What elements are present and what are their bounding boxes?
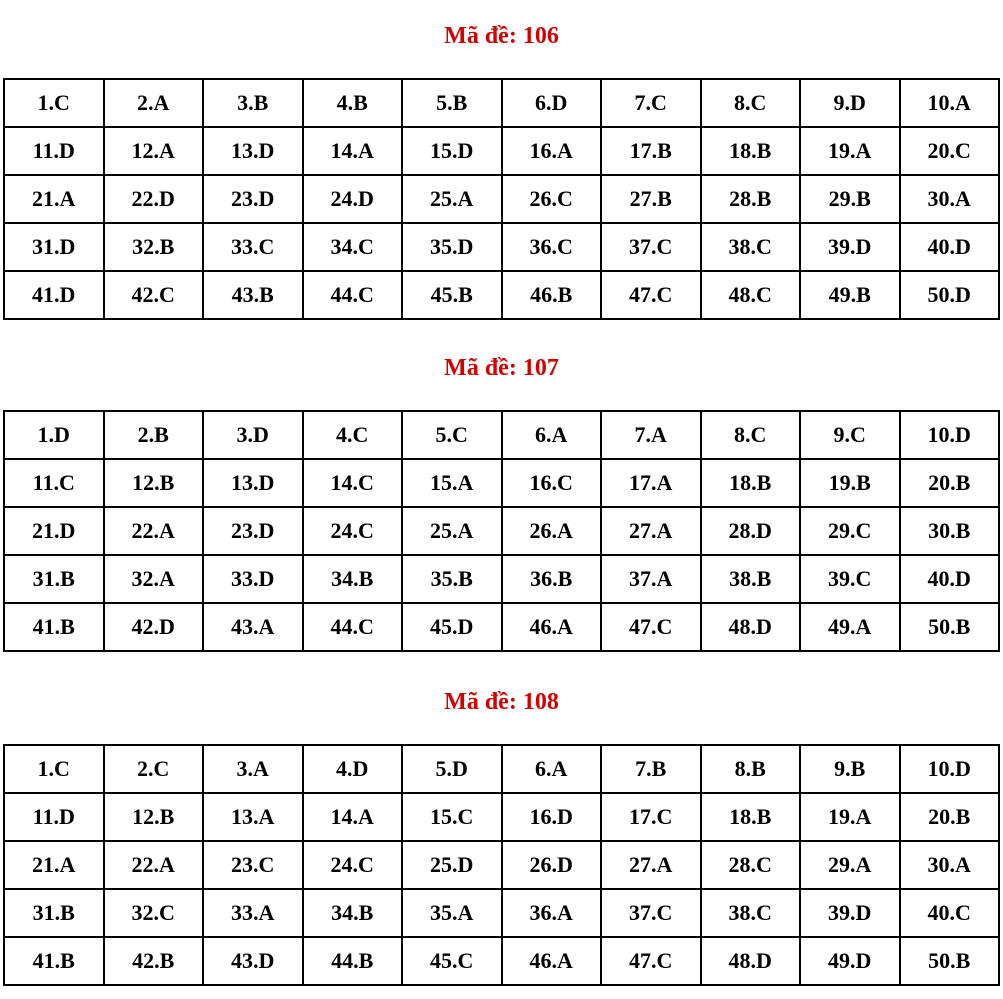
answer-cell: 45.C [402,937,502,985]
answer-cell: 17.B [601,127,701,175]
answer-cell: 11.D [4,793,104,841]
answer-cell: 44.C [303,603,403,651]
answer-cell: 19.A [800,793,900,841]
answer-cell: 2.B [104,411,204,459]
answer-cell: 6.A [502,745,602,793]
answer-cell: 14.A [303,793,403,841]
answer-cell: 46.B [502,271,602,319]
answer-cell: 8.B [701,745,801,793]
answer-cell: 35.D [402,223,502,271]
table-row [4,127,999,175]
answer-cell: 27.B [601,175,701,223]
answer-cell: 17.C [601,793,701,841]
answer-table [3,78,1000,320]
answer-cell: 22.D [104,175,204,223]
answer-cell: 23.D [203,175,303,223]
answer-table [3,410,1000,652]
answer-cell: 3.B [203,79,303,127]
answer-cell: 23.D [203,507,303,555]
answer-cell: 16.A [502,127,602,175]
table-row [4,793,999,841]
answer-cell: 7.C [601,79,701,127]
answer-cell: 48.C [701,271,801,319]
answer-cell: 16.C [502,459,602,507]
answer-cell: 26.D [502,841,602,889]
answer-cell: 9.D [800,79,900,127]
answer-cell: 34.B [303,889,403,937]
answer-cell: 37.A [601,555,701,603]
answer-cell: 10.A [900,79,1000,127]
answer-cell: 12.B [104,793,204,841]
answer-cell: 10.D [900,411,1000,459]
answer-cell: 36.B [502,555,602,603]
answer-cell: 36.C [502,223,602,271]
answer-cell: 29.A [800,841,900,889]
answer-cell: 45.D [402,603,502,651]
answer-cell: 38.C [701,889,801,937]
answer-cell: 22.A [104,507,204,555]
answer-cell: 35.B [402,555,502,603]
section-title: Mã đề: 108 [444,689,559,715]
table-row [4,411,999,459]
answer-cell: 15.D [402,127,502,175]
answer-cell: 10.D [900,745,1000,793]
answer-cell: 9.C [800,411,900,459]
answer-cell: 25.D [402,841,502,889]
answer-cell: 28.D [701,507,801,555]
answer-cell: 28.B [701,175,801,223]
answer-cell: 15.A [402,459,502,507]
section-title: Mã đề: 107 [444,355,559,381]
answer-cell: 4.C [303,411,403,459]
answer-cell: 35.A [402,889,502,937]
answer-cell: 31.B [4,555,104,603]
answer-cell: 48.D [701,603,801,651]
answer-cell: 46.A [502,603,602,651]
answer-cell: 24.C [303,841,403,889]
answer-cell: 8.C [701,411,801,459]
answer-cell: 19.A [800,127,900,175]
answer-cell: 5.D [402,745,502,793]
answer-cell: 42.B [104,937,204,985]
answer-cell: 26.A [502,507,602,555]
answer-cell: 47.C [601,603,701,651]
answer-cell: 18.B [701,793,801,841]
answer-cell: 30.B [900,507,1000,555]
answer-cell: 24.C [303,507,403,555]
answer-cell: 40.D [900,223,1000,271]
answer-cell: 1.D [4,411,104,459]
answer-cell: 5.B [402,79,502,127]
answer-cell: 22.A [104,841,204,889]
answer-cell: 16.D [502,793,602,841]
answer-cell: 20.B [900,459,1000,507]
answer-cell: 46.A [502,937,602,985]
answer-cell: 9.B [800,745,900,793]
answer-cell: 20.B [900,793,1000,841]
answer-cell: 18.B [701,459,801,507]
answer-cell: 32.C [104,889,204,937]
answer-cell: 38.C [701,223,801,271]
answer-cell: 30.A [900,841,1000,889]
answer-cell: 33.C [203,223,303,271]
answer-cell: 7.B [601,745,701,793]
table-row [4,937,999,985]
table-row [4,555,999,603]
answer-cell: 36.A [502,889,602,937]
answer-cell: 2.C [104,745,204,793]
answer-cell: 43.A [203,603,303,651]
answer-cell: 21.A [4,841,104,889]
answer-cell: 30.A [900,175,1000,223]
answer-cell: 47.C [601,271,701,319]
answer-cell: 50.B [900,603,1000,651]
answer-cell: 3.D [203,411,303,459]
table-row [4,459,999,507]
answer-cell: 40.C [900,889,1000,937]
answer-cell: 21.A [4,175,104,223]
answer-cell: 12.A [104,127,204,175]
table-row [4,79,999,127]
answer-cell: 13.A [203,793,303,841]
answer-cell: 6.D [502,79,602,127]
answer-cell: 18.B [701,127,801,175]
answer-cell: 21.D [4,507,104,555]
table-row [4,603,999,651]
answer-cell: 1.C [4,745,104,793]
answer-cell: 32.B [104,223,204,271]
answer-cell: 48.D [701,937,801,985]
answer-cell: 6.A [502,411,602,459]
answer-cell: 33.D [203,555,303,603]
answer-cell: 41.D [4,271,104,319]
table-row [4,223,999,271]
answer-cell: 50.D [900,271,1000,319]
answer-cell: 4.D [303,745,403,793]
answer-cell: 39.D [800,223,900,271]
answer-cell: 1.C [4,79,104,127]
table-row [4,841,999,889]
answer-cell: 8.C [701,79,801,127]
answer-cell: 43.D [203,937,303,985]
answer-cell: 27.A [601,841,701,889]
answer-cell: 17.A [601,459,701,507]
answer-cell: 49.D [800,937,900,985]
answer-cell: 49.B [800,271,900,319]
table-row [4,271,999,319]
answer-cell: 12.B [104,459,204,507]
answer-cell: 11.C [4,459,104,507]
table-row [4,745,999,793]
answer-cell: 44.C [303,271,403,319]
answer-cell: 7.A [601,411,701,459]
answer-cell: 31.D [4,223,104,271]
answer-cell: 20.C [900,127,1000,175]
answer-cell: 2.A [104,79,204,127]
answer-cell: 41.B [4,603,104,651]
answer-cell: 29.C [800,507,900,555]
answer-cell: 31.B [4,889,104,937]
answer-cell: 25.A [402,175,502,223]
answer-cell: 13.D [203,127,303,175]
answer-cell: 33.A [203,889,303,937]
answer-cell: 11.D [4,127,104,175]
answer-cell: 40.D [900,555,1000,603]
answer-cell: 39.D [800,889,900,937]
answer-cell: 42.D [104,603,204,651]
answer-cell: 49.A [800,603,900,651]
table-row [4,175,999,223]
answer-cell: 26.C [502,175,602,223]
answer-cell: 44.B [303,937,403,985]
table-row [4,507,999,555]
answer-cell: 23.C [203,841,303,889]
answer-cell: 34.C [303,223,403,271]
answer-cell: 13.D [203,459,303,507]
answer-cell: 41.B [4,937,104,985]
answer-cell: 14.A [303,127,403,175]
answer-cell: 37.C [601,889,701,937]
answer-cell: 34.B [303,555,403,603]
answer-table [3,744,1000,986]
answer-cell: 39.C [800,555,900,603]
answer-cell: 28.C [701,841,801,889]
answer-cell: 38.B [701,555,801,603]
answer-cell: 25.A [402,507,502,555]
answer-cell: 43.B [203,271,303,319]
answer-cell: 37.C [601,223,701,271]
answer-cell: 15.C [402,793,502,841]
answer-cell: 5.C [402,411,502,459]
section-title: Mã đề: 106 [444,23,559,49]
answer-cell: 47.C [601,937,701,985]
answer-cell: 29.B [800,175,900,223]
table-row [4,889,999,937]
answer-cell: 32.A [104,555,204,603]
answer-cell: 24.D [303,175,403,223]
answer-cell: 19.B [800,459,900,507]
answer-cell: 45.B [402,271,502,319]
answer-cell: 50.B [900,937,1000,985]
answer-cell: 42.C [104,271,204,319]
answer-cell: 14.C [303,459,403,507]
answer-cell: 3.A [203,745,303,793]
answer-cell: 4.B [303,79,403,127]
answer-cell: 27.A [601,507,701,555]
